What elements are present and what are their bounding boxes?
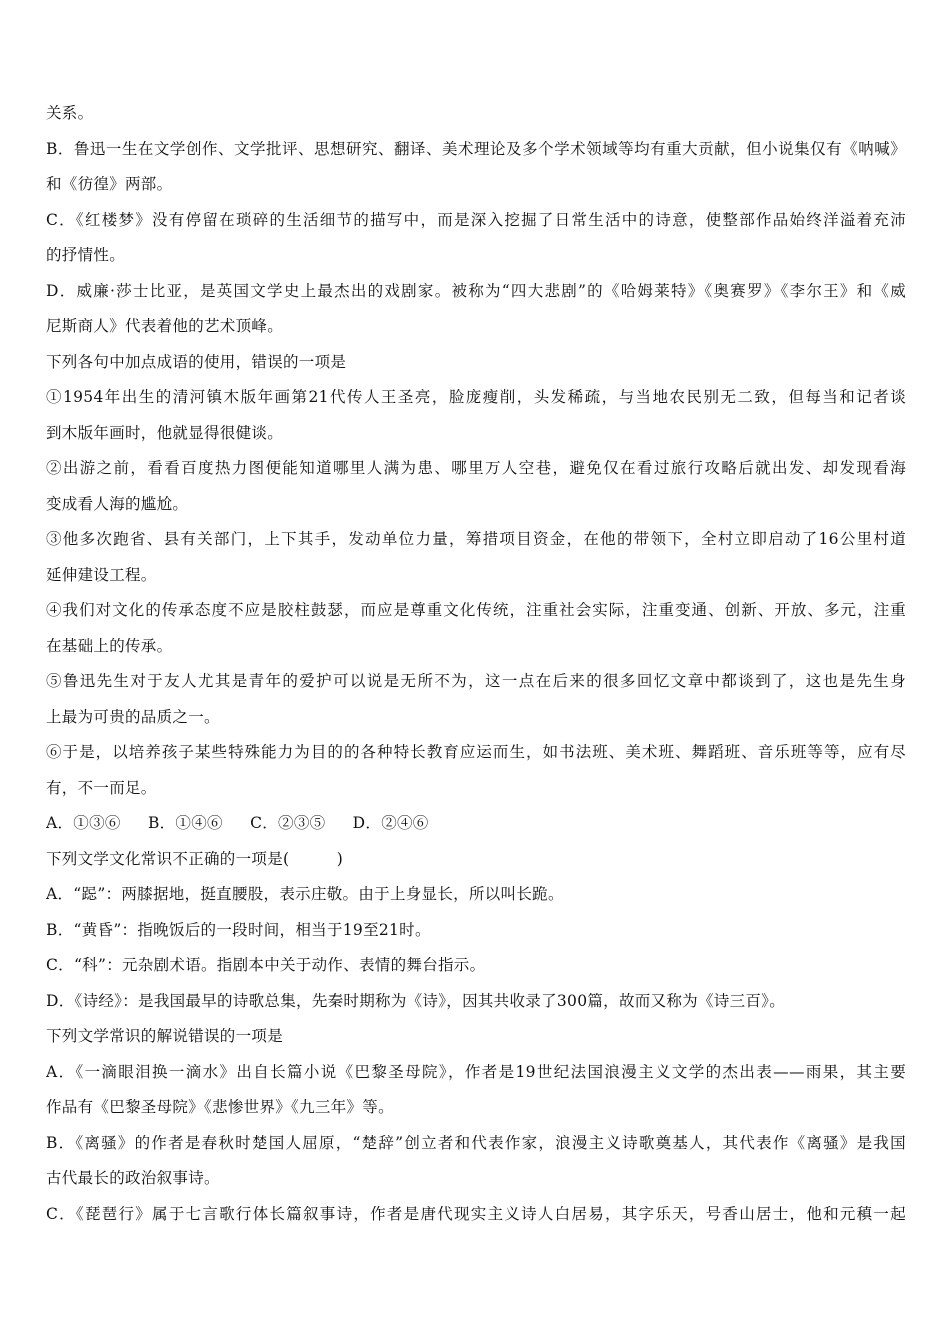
text-line: 古代最长的政治叙事诗。	[46, 1169, 220, 1187]
text-line: B．“黄昏”：指晚饭后的一段时间，相当于19至21时。	[46, 920, 431, 939]
text-line: 有，不一而足。	[46, 778, 157, 797]
text-line: 下列文学常识的解说错误的一项是	[46, 1027, 284, 1045]
text-line: 的抒情性。	[46, 246, 126, 264]
choice-d: D．②④⑥	[352, 814, 429, 832]
text-line: 关系。	[46, 104, 94, 122]
text-line: C．《琵琶行》属于七言歌行体长篇叙事诗，作者是唐代现实主义诗人白居易，其字乐天，号香山居士，他和元稹一起	[46, 1204, 906, 1223]
text-line: 尼斯商人》代表着他的艺术顶峰。	[46, 317, 284, 335]
question-block-1	[46, 96, 906, 806]
text-line: ①1954年出生的清河镇木版年画第21代传人王圣亮，脸庞瘦削，头发稀疏，与当地农民别无二致，但每当和记者谈	[46, 388, 906, 406]
text-line: ④我们对文化的传承态度不应是胶柱鼓瑟，而应是尊重文化传统，注重社会实际，注重变通、创新、开放、多元，注重	[46, 601, 906, 619]
text-line: 上最为可贵的品质之一。	[46, 707, 220, 726]
text-line: B．鲁迅一生在文学创作、文学批评、思想研究、翻译、美术理论及多个学术领域等均有重大贡献，但小说集仅有《呐喊》	[46, 139, 906, 158]
text-line: B．《离骚》的作者是春秋时楚国人屈原，“楚辞”创立者和代表作家，浪漫主义诗歌奠基人，其代表作《离骚》是我国	[46, 1133, 906, 1152]
text-line: 和《彷徨》两部。	[46, 175, 173, 193]
text-line: 延伸建设工程。	[46, 565, 157, 584]
choice-a: A．①③⑥	[46, 814, 121, 832]
text-line: ⑥于是，以培养孩子某些特殊能力为目的的各种特长教育应运而生，如书法班、美术班、舞蹈班、音乐班等等，应有尽	[46, 743, 906, 761]
text-line: 到木版年画时，他就显得很健谈。	[46, 423, 284, 442]
text-line: 作品有《巴黎圣母院》《悲惨世界》《九三年》等。	[46, 1098, 394, 1116]
text-line: 变成看人海的尴尬。	[46, 494, 189, 513]
text-line: 下列文学文化常识不正确的一项是( )	[46, 849, 344, 868]
choice-c: C．②③⑤	[250, 814, 326, 832]
text-line: A．《一滴眼泪换一滴水》出自长篇小说《巴黎圣母院》，作者是19世纪法国浪漫主义文学的杰出表——雨果，其主要	[46, 1062, 906, 1081]
text-line: 在基础上的传承。	[46, 636, 173, 655]
text-line: ③他多次跑省、县有关部门，上下其手，发动单位力量，筹措项目资金，在他的带领下，全村立即启动了16公里村道	[46, 530, 906, 548]
text-line: A．“跽”：两膝据地，挺直腰股，表示庄敬。由于上身显长，所以叫长跪。	[46, 885, 564, 903]
text-line: ⑤鲁迅先生对于友人尤其是青年的爱护可以说是无所不为，这一点在后来的很多回忆文章中都谈到了，这也是先生身	[46, 672, 906, 690]
question-block-2	[46, 842, 906, 1233]
choice-b: B．①④⑥	[147, 814, 223, 832]
answer-choices	[46, 806, 906, 842]
text-line: D．《诗经》：是我国最早的诗歌总集，先秦时期称为《诗》，因其共收录了300篇，故而又称为《诗三百》。	[46, 991, 786, 1010]
document-page	[46, 96, 906, 1232]
text-line: 下列各句中加点成语的使用，错误的一项是	[46, 352, 347, 371]
text-line: D．威廉·莎士比亚，是英国文学史上最杰出的戏剧家。被称为“四大悲剧”的《哈姆莱特》《奥赛罗》《李尔王》和《威	[46, 281, 906, 300]
text-line: ②出游之前，看看百度热力图便能知道哪里人满为患、哪里万人空巷，避免仅在看过旅行攻略后就出发、却发现看海	[46, 459, 906, 477]
text-line: C．“科”：元杂剧术语。指剧本中关于动作、表情的舞台指示。	[46, 956, 486, 974]
text-line: C．《红楼梦》没有停留在琐碎的生活细节的描写中，而是深入挖掘了日常生活中的诗意，使整部作品始终洋溢着充沛	[46, 210, 906, 229]
